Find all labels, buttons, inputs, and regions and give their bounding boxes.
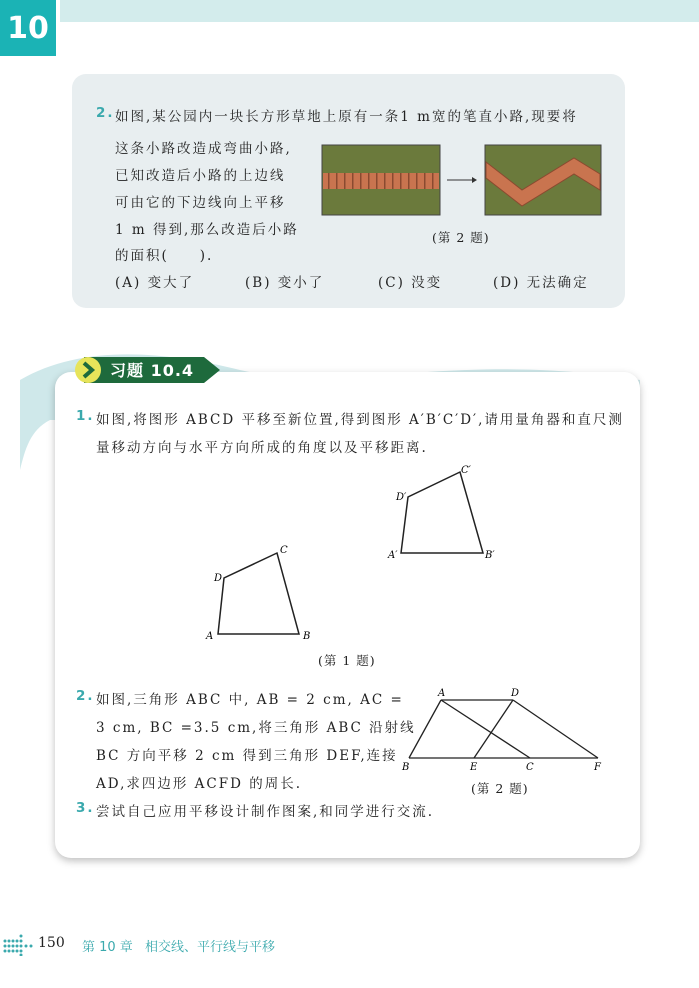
q1-text: 如图,将图形 ABCD 平移至新位置,得到图形 A′B′C′D′,请用量角器和直尺测 xyxy=(96,412,624,428)
figure-caption: (第 1 题) xyxy=(318,653,376,668)
label-a: A xyxy=(438,688,446,699)
label-b: B xyxy=(402,762,410,773)
chapter-number: 10 xyxy=(0,0,56,56)
lawn-path-figure xyxy=(320,140,610,220)
q2-number: 2. xyxy=(76,688,95,704)
label-c: C xyxy=(526,762,534,773)
figure-caption: (第 2 题) xyxy=(432,230,490,245)
straight-path xyxy=(323,173,439,189)
label-d: D xyxy=(511,688,520,699)
label-d: D xyxy=(214,573,223,584)
problem-text: 1 m 得到,那么改造后小路 xyxy=(115,222,299,238)
arrow-circle-icon xyxy=(75,357,101,383)
q2-text: BC 方向平移 2 cm 得到三角形 DEF,连接 xyxy=(96,748,398,764)
q2-text: AD,求四边形 ACFD 的周长. xyxy=(96,776,303,792)
problem-text: 如图,某公园内一块长方形草地上原有一条1 m宽的笔直小路,现要将 xyxy=(115,109,578,125)
q1-number: 1. xyxy=(76,408,95,424)
q2-text: 3 cm, BC =3.5 cm,将三角形 ABC 沿射线 xyxy=(96,720,416,736)
label-c: C xyxy=(280,545,288,556)
option-a: (A) 变大了 xyxy=(115,275,195,291)
option-b: (B) 变小了 xyxy=(245,275,325,291)
dots-icon xyxy=(2,932,38,956)
label-a-prime: A′ xyxy=(388,550,398,561)
q2-text: 如图,三角形 ABC 中, AB = 2 cm, AC = xyxy=(96,692,404,708)
q3-text: 尝试自己应用平移设计制作图案,和同学进行交流. xyxy=(96,804,435,820)
q3-number: 3. xyxy=(76,800,95,816)
option-d: (D) 无法确定 xyxy=(493,275,589,291)
figure-caption: (第 2 题) xyxy=(471,781,529,796)
label-a: A xyxy=(206,631,214,642)
problem-number: 2. xyxy=(96,105,115,121)
label-f: F xyxy=(594,762,601,773)
label-e: E xyxy=(470,762,478,773)
exercise-title: 习题 10.4 xyxy=(110,361,195,380)
problem-text: 这条小路改造成弯曲小路, xyxy=(115,141,292,157)
problem-text: 的面积( ). xyxy=(115,248,214,264)
page-number: 150 xyxy=(38,935,65,951)
option-c: (C) 没变 xyxy=(378,275,443,291)
problem-text: 已知改造后小路的上边线 xyxy=(115,168,286,184)
top-band xyxy=(60,0,699,22)
label-b: B xyxy=(303,631,311,642)
footer-chapter: 第 10 章 xyxy=(82,940,133,955)
label-b-prime: B′ xyxy=(485,550,495,561)
footer-title: 相交线、平行线与平移 xyxy=(145,940,276,955)
label-c-prime: C′ xyxy=(461,465,471,476)
label-d-prime: D′ xyxy=(396,492,407,503)
q1-text: 量移动方向与水平方向所成的角度以及平移距离. xyxy=(96,440,428,456)
problem-text: 可由它的下边线向上平移 xyxy=(115,195,286,211)
